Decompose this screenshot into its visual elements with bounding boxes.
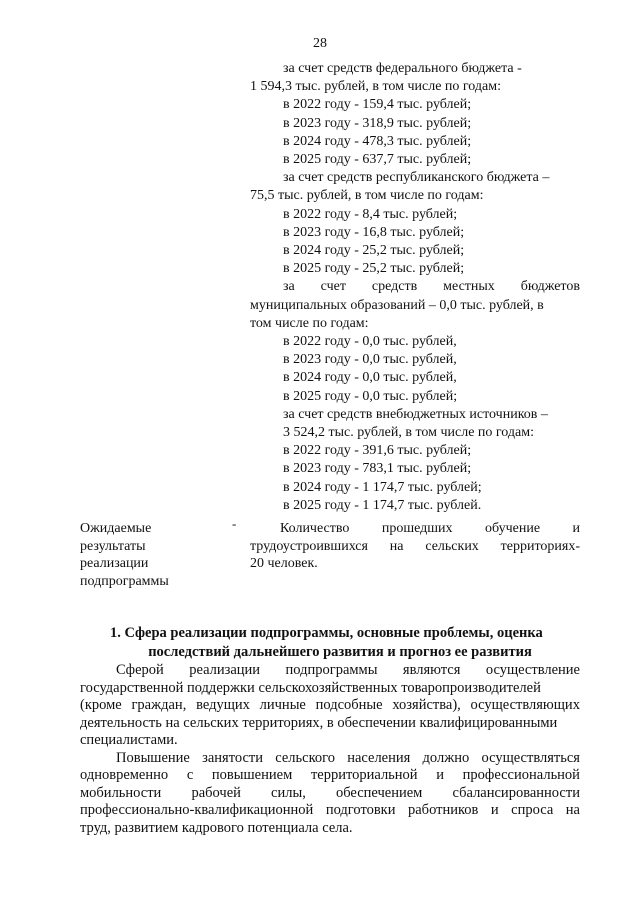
expected-word: и	[572, 521, 580, 536]
p2-word: профессионально-квалификационной	[80, 802, 314, 818]
p2-word: сельского	[275, 749, 335, 766]
p2-word: Повышение	[116, 749, 190, 766]
funding-column	[250, 60, 580, 515]
expected-dash: -	[232, 516, 237, 531]
section-heading-line-1: 1. Сфера реализации подпрограммы, основные проблемы, оценка	[110, 625, 543, 641]
federal-year-2023: в 2023 году - 318,9 тыс. рублей;	[283, 115, 472, 131]
p1-word: осуществление	[485, 662, 580, 678]
extrabudget-line-1: за счет средств внебюджетных источников –	[283, 406, 548, 422]
federal-year-2024: в 2024 году - 478,3 тыс. рублей;	[283, 133, 472, 149]
expected-line-3: 20 человек.	[250, 556, 318, 572]
republic-year-2023: в 2023 году - 16,8 тыс. рублей;	[283, 224, 465, 240]
p2-word: профессиональной	[462, 767, 580, 783]
paragraph1-line-4: деятельность на сельских территориях, в обеспечении квалифицированными	[80, 714, 558, 731]
local-year-2025: в 2025 году - 0,0 тыс. рублей;	[283, 388, 458, 404]
federal-line-1: за счет средств федерального бюджета -	[283, 61, 522, 76]
republic-year-2025: в 2025 году - 25,2 тыс. рублей;	[283, 261, 465, 277]
p1-word: граждан,	[131, 697, 187, 713]
local-line-3: том числе по годам:	[250, 315, 369, 331]
expected-word: обучение	[485, 521, 541, 536]
republic-year-2022: в 2022 году - 8,4 тыс. рублей;	[283, 206, 458, 222]
p2-word: и	[436, 767, 444, 783]
p1-word: подпрограммы	[285, 662, 378, 678]
p2-word: с	[186, 767, 194, 783]
expected-label-line: результаты	[80, 538, 146, 554]
p2-word: рабочей	[191, 784, 241, 801]
p2-word: повышением	[211, 767, 293, 783]
extrabudget-year-2023: в 2023 году - 783,1 тыс. рублей;	[283, 461, 472, 477]
extrabudget-year-2022: в 2022 году - 391,6 тыс. рублей;	[283, 443, 472, 459]
expected-word: Количество	[280, 521, 350, 536]
expected-word: трудоустроившихся	[250, 538, 368, 554]
p2-word: должно	[422, 749, 470, 766]
p1-word: ведущих	[196, 697, 250, 713]
local-year-2023: в 2023 году - 0,0 тыс. рублей,	[283, 352, 457, 368]
local-word: за	[283, 279, 295, 295]
republic-year-2024: в 2024 году - 25,2 тыс. рублей;	[283, 243, 465, 259]
paragraph1-line-5: специалистами.	[80, 732, 178, 748]
local-word: местных	[443, 279, 495, 295]
p1-word: (кроме	[80, 697, 122, 713]
p2-word: населения	[347, 749, 411, 766]
p2-word: территориальной	[310, 767, 418, 783]
local-word: средств	[371, 279, 418, 295]
local-word: счет	[320, 279, 346, 295]
p2-word: занятости	[202, 749, 263, 766]
p1-word: реализации	[189, 662, 261, 678]
expected-word: сельских	[425, 538, 479, 554]
paragraph1-line-3	[80, 697, 580, 715]
p2-word: обеспечением	[336, 784, 423, 801]
local-word: бюджетов	[520, 279, 580, 295]
extrabudget-line-2: 3 524,2 тыс. рублей, в том числе по годам:	[283, 425, 534, 441]
expected-label-line: реализации	[80, 556, 149, 572]
paragraph2-line-2	[80, 767, 580, 785]
republic-line-2: 75,5 тыс. рублей, в том числе по годам:	[250, 188, 484, 204]
p1-word: являются	[402, 662, 461, 678]
p2-word: мобильности	[80, 784, 162, 801]
expected-word: территориях-	[500, 538, 580, 554]
local-year-2024: в 2024 году - 0,0 тыс. рублей,	[283, 370, 457, 386]
federal-year-2022: в 2022 году - 159,4 тыс. рублей;	[283, 97, 472, 113]
p2-word: сбалансированности	[452, 784, 580, 801]
expected-line-1	[250, 520, 580, 538]
p2-word: подготовки	[325, 802, 396, 818]
p1-word: Сферой	[116, 662, 164, 678]
page-number: 28	[313, 36, 327, 51]
expected-label-line: Ожидаемые	[80, 521, 152, 536]
p2-word: силы,	[271, 784, 306, 801]
paragraph2-line-5: труд, развитием кадрового потенциала села.	[80, 819, 353, 836]
paragraph2-line-4	[80, 802, 580, 820]
federal-year-2025: в 2025 году - 637,7 тыс. рублей;	[283, 152, 472, 168]
p2-word: на	[565, 802, 580, 818]
expected-results-label	[80, 520, 169, 590]
local-year-2022: в 2022 году - 0,0 тыс. рублей,	[283, 334, 457, 350]
paragraph2-line-3	[80, 785, 580, 803]
extrabudget-year-2025: в 2025 году - 1 174,7 тыс. рублей.	[283, 497, 482, 513]
republic-line-1: за счет средств республиканского бюджета –	[283, 170, 550, 186]
p2-word: одновременно	[80, 767, 169, 783]
expected-label-line: подпрограммы	[80, 573, 169, 589]
expected-results-text	[250, 520, 580, 573]
p1-word: подсобные	[315, 697, 383, 713]
expected-line-2	[250, 538, 580, 556]
p2-word: осуществляться	[481, 749, 580, 766]
expected-word: прошедших	[381, 521, 453, 536]
p2-word: спроса	[511, 802, 554, 818]
local-line-1	[250, 278, 580, 296]
paragraph1-line-2: государственной поддержки сельскохозяйственных товаропроизводителей	[80, 679, 541, 696]
local-line-2: муниципальных образований – 0,0 тыс. рублей, в	[250, 297, 544, 313]
p2-word: и	[490, 802, 499, 818]
federal-line-2: 1 594,3 тыс. рублей, в том числе по годам:	[250, 79, 501, 95]
section-heading-line-2: последствий дальнейшего развития и прогноз ее развития	[148, 644, 532, 660]
p1-word: личные	[259, 697, 306, 713]
paragraph2-line-1	[80, 750, 580, 768]
p1-word: хозяйства),	[392, 697, 461, 713]
body-text	[80, 662, 580, 837]
section-heading	[80, 624, 580, 662]
p2-word: работников	[408, 802, 479, 818]
p1-word: осуществляющих	[470, 697, 580, 713]
extrabudget-year-2024: в 2024 году - 1 174,7 тыс. рублей;	[283, 479, 482, 495]
paragraph1-line-1	[80, 662, 580, 680]
expected-word: на	[389, 538, 404, 554]
